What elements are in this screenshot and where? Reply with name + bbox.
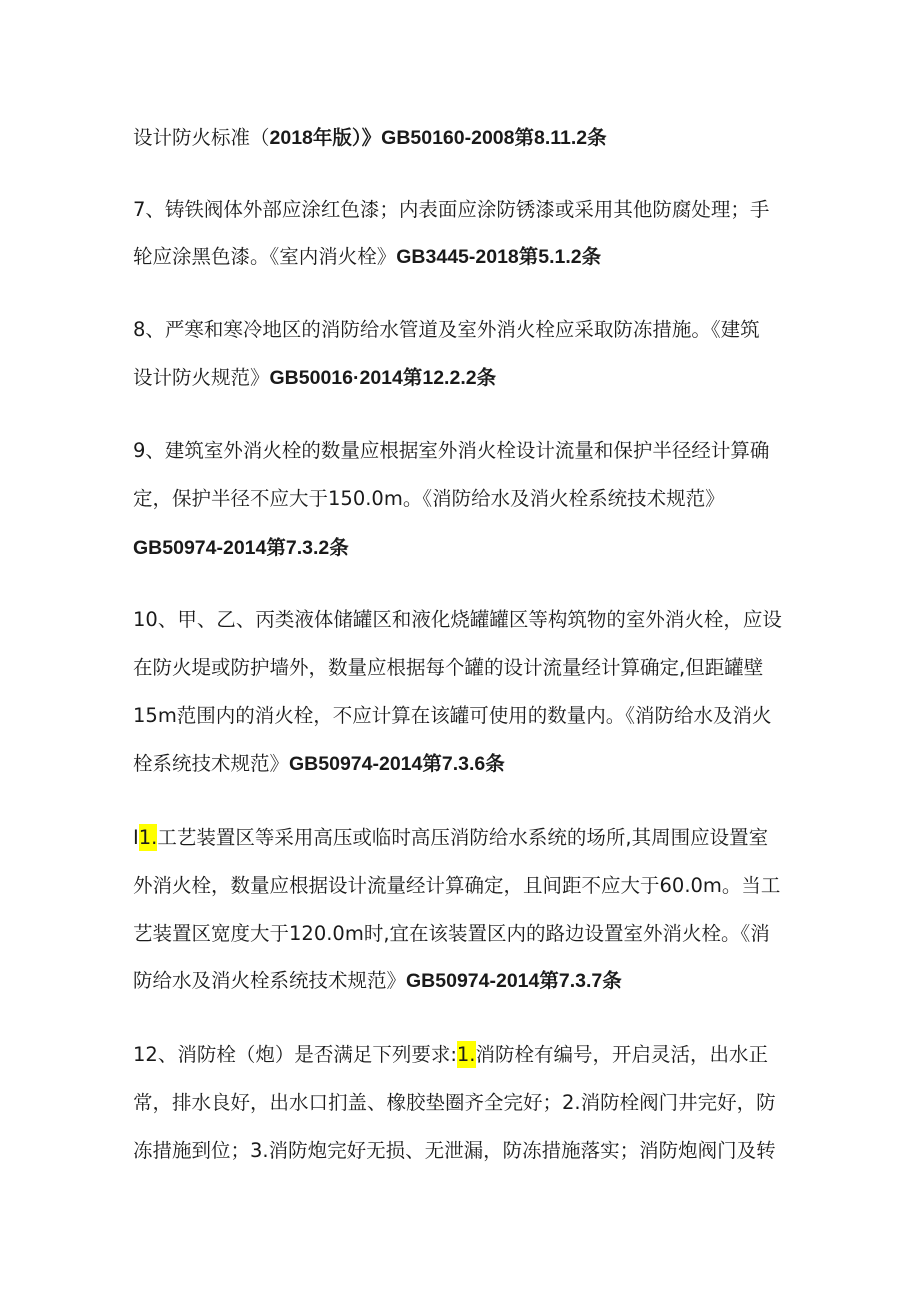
paragraph-11-line-4: 防给水及消火栓系统技术规范》GB50974-2014第7.3.7条 [133,969,622,992]
paragraph-12-line-1: 12、消防栓（炮）是否满足下列要求:1.消防栓有编号，开启灵活，出水正 [133,1043,769,1066]
paragraph-7-line-1: 7、铸铁阀体外部应涂红色漆；内表面应涂防锈漆或采用其他防腐处理；手 [133,198,770,221]
highlighted-number: 1. [456,1043,476,1066]
standard-reference: GB50974-2014第7.3.6条 [289,753,505,775]
standard-reference: GB50974-2014第7.3.7条 [406,970,622,992]
paragraph-12-line-2: 常，排水良好，出水口扪盖、橡胶垫圈齐全完好；2.消防栓阀门井完好，防 [133,1091,776,1114]
paragraph-9-line-2: 定，保护半径不应大于150.0m。《消防给水及消火栓系统技术规范》 [133,487,725,510]
paragraph-10-line-3: 15m范围内的消火栓，不应计算在该罐可使用的数量内。《消防给水及消火 [133,704,772,727]
paragraph-9-line-3: GB50974-2014第7.3.2条 [133,537,349,559]
paragraph-9-line-1: 9、建筑室外消火栓的数量应根据室外消火栓设计流量和保护半径经计算确 [133,439,770,462]
paragraph-8-line-2: 设计防火规范》GB50016·2014第12.2.2条 [133,366,497,389]
paragraph-10-line-1: 10、甲、乙、丙类液体储罐区和液化烧罐罐区等构筑物的室外消火栓，应设 [133,608,782,631]
paragraph-7-line-2: 轮应涂黑色漆。《室内消火栓》GB3445-2018第5.1.2条 [133,245,602,268]
standard-reference: GB50016·2014第12.2.2条 [269,367,497,389]
paragraph-10-line-4: 栓系统技术规范》GB50974-2014第7.3.6条 [133,752,505,775]
paragraph-11-line-2: 外消火栓，数量应根据设计流量经计算确定，且间距不应大于60.0m。当工 [133,874,781,897]
paragraph-12-line-3: 冻措施到位；3.消防炮完好无损、无泄漏，防冻措施落实；消防炮阀门及转 [133,1139,776,1162]
paragraph-11-line-1: I1.工艺装置区等采用高压或临时高压消防给水系统的场所,其周围应设置室 [133,826,769,849]
standard-reference: 2018年版）》GB50160-2008第8.11.2条 [269,127,607,149]
paragraph-10-line-2: 在防火堤或防护墙外，数量应根据每个罐的设计流量经计算确定,但距罐壁 [133,656,764,679]
highlighted-number: 1. [138,826,158,849]
standard-reference: GB3445-2018第5.1.2条 [396,246,602,268]
paragraph-11-line-3: 艺装置区宽度大于120.0m时,宜在该装置区内的路边设置室外消火栓。《消 [133,922,770,945]
paragraph-6-line-1: 设计防火标准（2018年版）》GB50160-2008第8.11.2条 [133,126,607,149]
paragraph-8-line-1: 8、严寒和寒冷地区的消防给水管道及室外消火栓应采取防冻措施。《建筑 [133,318,760,341]
